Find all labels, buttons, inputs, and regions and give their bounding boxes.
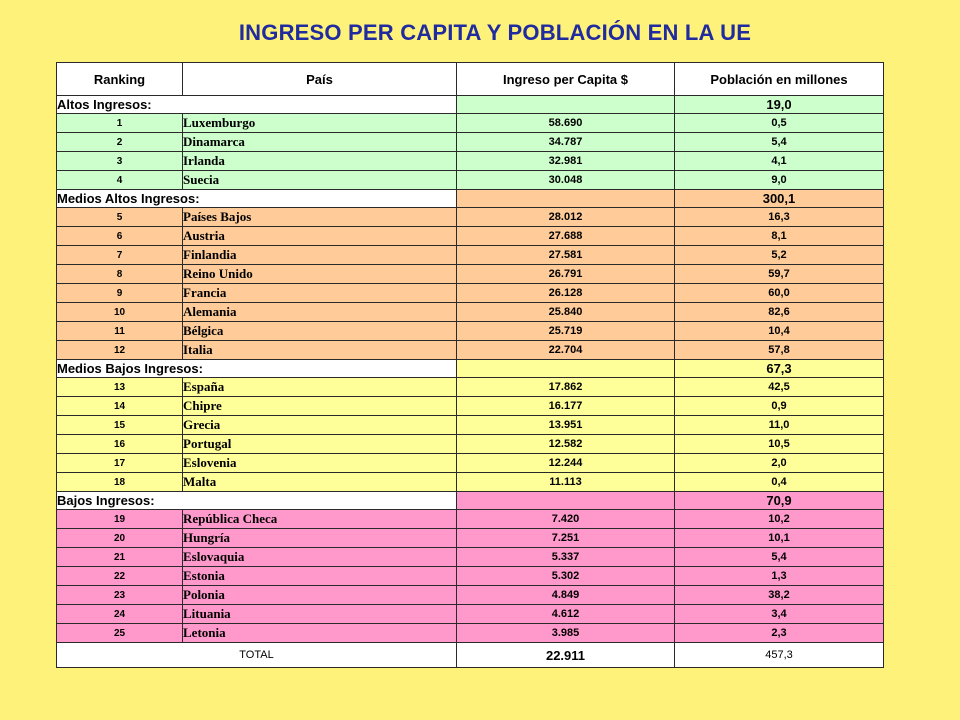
rank-cell: 19 [57, 510, 183, 529]
population-cell: 5,4 [675, 548, 884, 567]
group-population: 19,0 [675, 96, 884, 114]
income-cell: 11.113 [457, 473, 675, 492]
country-cell: República Checa [183, 510, 457, 529]
table-row [57, 397, 884, 416]
country-cell: Luxemburgo [183, 114, 457, 133]
income-cell: 5.337 [457, 548, 675, 567]
rank-cell: 20 [57, 529, 183, 548]
rank-cell: 22 [57, 567, 183, 586]
header-row [57, 63, 884, 96]
population-cell: 5,4 [675, 133, 884, 152]
rank-cell: 12 [57, 341, 183, 360]
population-cell: 3,4 [675, 605, 884, 624]
table-row [57, 416, 884, 435]
population-cell: 11,0 [675, 416, 884, 435]
table-row [57, 529, 884, 548]
table-row [57, 265, 884, 284]
rank-cell: 9 [57, 284, 183, 303]
country-cell: Bélgica [183, 322, 457, 341]
group-header-row [57, 190, 884, 208]
population-cell: 2,0 [675, 454, 884, 473]
group-income-cell [457, 190, 675, 208]
country-cell: Eslovenia [183, 454, 457, 473]
population-cell: 5,2 [675, 246, 884, 265]
population-cell: 0,4 [675, 473, 884, 492]
header-country: País [183, 63, 457, 96]
table-row [57, 624, 884, 643]
income-cell: 12.582 [457, 435, 675, 454]
income-population-table [56, 62, 884, 668]
rank-cell: 7 [57, 246, 183, 265]
country-cell: Países Bajos [183, 208, 457, 227]
population-cell: 10,5 [675, 435, 884, 454]
population-cell: 57,8 [675, 341, 884, 360]
table-row [57, 341, 884, 360]
total-label: TOTAL [57, 643, 457, 668]
income-cell: 12.244 [457, 454, 675, 473]
group-income-cell [457, 492, 675, 510]
country-cell: Malta [183, 473, 457, 492]
income-cell: 27.688 [457, 227, 675, 246]
country-cell: Portugal [183, 435, 457, 454]
income-cell: 25.840 [457, 303, 675, 322]
population-cell: 4,1 [675, 152, 884, 171]
country-cell: Eslovaquia [183, 548, 457, 567]
population-cell: 60,0 [675, 284, 884, 303]
population-cell: 8,1 [675, 227, 884, 246]
table-row [57, 114, 884, 133]
country-cell: Grecia [183, 416, 457, 435]
table-body [57, 96, 884, 643]
population-cell: 0,5 [675, 114, 884, 133]
income-cell: 32.981 [457, 152, 675, 171]
group-label: Altos Ingresos: [57, 96, 457, 114]
page-title: INGRESO PER CAPITA Y POBLACIÓN EN LA UE [238, 20, 752, 45]
table-row [57, 567, 884, 586]
rank-cell: 4 [57, 171, 183, 190]
group-label: Medios Altos Ingresos: [57, 190, 457, 208]
country-cell: Estonia [183, 567, 457, 586]
population-cell: 2,3 [675, 624, 884, 643]
population-cell: 10,2 [675, 510, 884, 529]
rank-cell: 11 [57, 322, 183, 341]
rank-cell: 23 [57, 586, 183, 605]
population-cell: 10,1 [675, 529, 884, 548]
group-label: Bajos Ingresos: [57, 492, 457, 510]
rank-cell: 5 [57, 208, 183, 227]
rank-cell: 16 [57, 435, 183, 454]
country-cell: Lituania [183, 605, 457, 624]
group-header-row [57, 96, 884, 114]
rank-cell: 24 [57, 605, 183, 624]
header-ranking: Ranking [57, 63, 183, 96]
table-row [57, 227, 884, 246]
group-income-cell [457, 360, 675, 378]
income-cell: 13.951 [457, 416, 675, 435]
country-cell: Italia [183, 341, 457, 360]
group-population: 300,1 [675, 190, 884, 208]
table-row [57, 208, 884, 227]
population-cell: 9,0 [675, 171, 884, 190]
group-income-cell [457, 96, 675, 114]
rank-cell: 25 [57, 624, 183, 643]
total-income: 22.911 [457, 643, 675, 668]
income-cell: 16.177 [457, 397, 675, 416]
income-cell: 26.791 [457, 265, 675, 284]
rank-cell: 3 [57, 152, 183, 171]
rank-cell: 10 [57, 303, 183, 322]
group-header-row [57, 360, 884, 378]
income-cell: 7.251 [457, 529, 675, 548]
country-cell: Suecia [183, 171, 457, 190]
rank-cell: 8 [57, 265, 183, 284]
income-cell: 3.985 [457, 624, 675, 643]
table-row [57, 510, 884, 529]
rank-cell: 17 [57, 454, 183, 473]
table-row [57, 605, 884, 624]
country-cell: Polonia [183, 586, 457, 605]
income-cell: 5.302 [457, 567, 675, 586]
income-cell: 34.787 [457, 133, 675, 152]
income-cell: 30.048 [457, 171, 675, 190]
table-row [57, 473, 884, 492]
table-row [57, 548, 884, 567]
population-cell: 0,9 [675, 397, 884, 416]
group-header-row [57, 492, 884, 510]
country-cell: Reino Unido [183, 265, 457, 284]
population-cell: 10,4 [675, 322, 884, 341]
group-population: 70,9 [675, 492, 884, 510]
country-cell: España [183, 378, 457, 397]
table-row [57, 378, 884, 397]
header-income: Ingreso per Capita $ [457, 63, 675, 96]
income-cell: 27.581 [457, 246, 675, 265]
population-cell: 1,3 [675, 567, 884, 586]
population-cell: 16,3 [675, 208, 884, 227]
income-cell: 26.128 [457, 284, 675, 303]
country-cell: Hungría [183, 529, 457, 548]
table-row [57, 454, 884, 473]
country-cell: Alemania [183, 303, 457, 322]
population-cell: 82,6 [675, 303, 884, 322]
table-row [57, 322, 884, 341]
rank-cell: 13 [57, 378, 183, 397]
population-cell: 59,7 [675, 265, 884, 284]
country-cell: Chipre [183, 397, 457, 416]
income-cell: 4.612 [457, 605, 675, 624]
table-row [57, 586, 884, 605]
income-cell: 17.862 [457, 378, 675, 397]
income-cell: 28.012 [457, 208, 675, 227]
country-cell: Dinamarca [183, 133, 457, 152]
country-cell: Irlanda [183, 152, 457, 171]
rank-cell: 2 [57, 133, 183, 152]
table-row [57, 133, 884, 152]
country-cell: Austria [183, 227, 457, 246]
population-cell: 42,5 [675, 378, 884, 397]
country-cell: Finlandia [183, 246, 457, 265]
table-row [57, 303, 884, 322]
income-cell: 4.849 [457, 586, 675, 605]
table-row [57, 435, 884, 454]
rank-cell: 6 [57, 227, 183, 246]
income-cell: 25.719 [457, 322, 675, 341]
rank-cell: 1 [57, 114, 183, 133]
population-cell: 38,2 [675, 586, 884, 605]
income-cell: 7.420 [457, 510, 675, 529]
table-row [57, 246, 884, 265]
header-population: Población en millones [675, 63, 884, 96]
total-row [57, 643, 884, 668]
total-population: 457,3 [675, 643, 884, 668]
group-population: 67,3 [675, 360, 884, 378]
rank-cell: 14 [57, 397, 183, 416]
rank-cell: 21 [57, 548, 183, 567]
income-cell: 58.690 [457, 114, 675, 133]
table-row [57, 152, 884, 171]
group-label: Medios Bajos Ingresos: [57, 360, 457, 378]
table-row [57, 284, 884, 303]
rank-cell: 15 [57, 416, 183, 435]
income-cell: 22.704 [457, 341, 675, 360]
rank-cell: 18 [57, 473, 183, 492]
table-row [57, 171, 884, 190]
country-cell: Francia [183, 284, 457, 303]
country-cell: Letonia [183, 624, 457, 643]
